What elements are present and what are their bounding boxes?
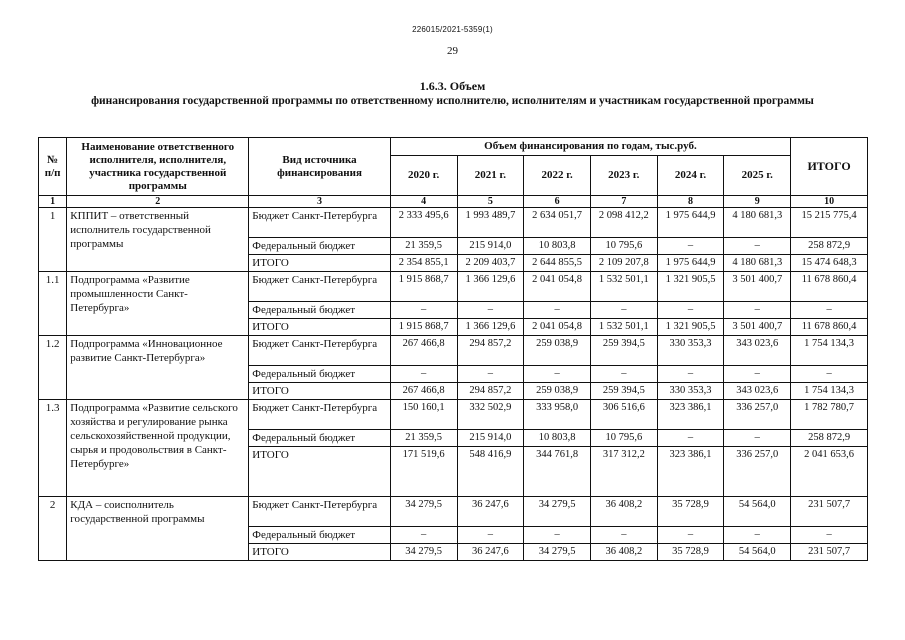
year-value: 36 408,2 [590,497,657,527]
column-index: 9 [724,196,791,208]
funding-source: Федеральный бюджет [249,430,391,447]
table-body [39,196,868,561]
year-value: – [657,430,724,447]
year-value: 2 209 403,7 [457,255,524,272]
year-value: 294 857,2 [457,336,524,366]
year-value: – [524,527,591,544]
header-total: ИТОГО [791,138,868,196]
year-value: – [590,527,657,544]
year-value: 10 795,6 [590,430,657,447]
year-value: – [457,366,524,383]
year-value: 333 958,0 [524,400,591,430]
total-value: – [791,302,868,319]
year-value: 215 914,0 [457,238,524,255]
header-source: Вид источника финансирования [249,138,391,196]
header-volume: Объем финансирования по годам, тыс.руб. [390,138,790,156]
column-index: 2 [67,196,249,208]
year-value: 10 803,8 [524,238,591,255]
year-value: 343 023,6 [724,383,791,400]
year-value: 3 501 400,7 [724,319,791,336]
program-name: Подпрограмма «Инновационное развитие Санкт-Петербурга» [67,336,249,400]
year-value: 36 247,6 [457,497,524,527]
table-row [39,336,868,366]
year-value: 35 728,9 [657,544,724,561]
funding-source: Бюджет Санкт-Петербурга [249,336,391,366]
funding-source: Федеральный бюджет [249,302,391,319]
year-value: 323 386,1 [657,400,724,430]
year-value: 2 634 051,7 [524,208,591,238]
year-value: – [390,366,457,383]
column-index: 8 [657,196,724,208]
year-value: 21 359,5 [390,430,457,447]
total-value: 1 782 780,7 [791,400,868,430]
year-value: 54 564,0 [724,544,791,561]
year-value: – [390,302,457,319]
year-value: 34 279,5 [524,544,591,561]
row-number: 1.1 [39,272,67,336]
header-number: № п/п [39,138,67,196]
year-value: 34 279,5 [390,497,457,527]
header-year-2023: 2023 г. [590,156,657,196]
funding-source: ИТОГО [249,319,391,336]
year-value: 4 180 681,3 [724,255,791,272]
column-index: 7 [590,196,657,208]
funding-source: Федеральный бюджет [249,238,391,255]
program-name: Подпрограмма «Развитие промышленности Санкт-Петербурга» [67,272,249,336]
section-subtitle: финансирования государственной программы по ответственному исполнителю, исполнителям и участникам государственной программы [91,95,814,107]
total-value: 1 754 134,3 [791,336,868,366]
year-value: 259 038,9 [524,383,591,400]
year-value: 2 098 412,2 [590,208,657,238]
year-value: 317 312,2 [590,447,657,497]
total-value: – [791,366,868,383]
year-value: 2 041 054,8 [524,272,591,302]
year-value: 171 519,6 [390,447,457,497]
total-value: 11 678 860,4 [791,319,868,336]
header-year-2022: 2022 г. [524,156,591,196]
year-value: – [724,366,791,383]
year-value: 330 353,3 [657,383,724,400]
year-value: – [657,366,724,383]
funding-source: Бюджет Санкт-Петербурга [249,497,391,527]
year-value: 36 247,6 [457,544,524,561]
year-value: 4 180 681,3 [724,208,791,238]
table-row [39,400,868,430]
funding-source: Бюджет Санкт-Петербурга [249,272,391,302]
funding-source: Бюджет Санкт-Петербурга [249,208,391,238]
year-value: 267 466,8 [390,336,457,366]
year-value: 259 394,5 [590,383,657,400]
year-value: 10 803,8 [524,430,591,447]
year-value: 1 321 905,5 [657,272,724,302]
row-number: 1.3 [39,400,67,497]
page-number: 29 [447,45,458,57]
total-value: 15 474 648,3 [791,255,868,272]
year-value: 294 857,2 [457,383,524,400]
program-name: КДА – соисполнитель государственной программы [67,497,249,561]
financing-table [38,137,868,561]
year-value: – [657,527,724,544]
year-value: 1 366 129,6 [457,319,524,336]
year-value: 35 728,9 [657,497,724,527]
year-value: 306 516,6 [590,400,657,430]
year-value: 1 975 644,9 [657,255,724,272]
year-value: 2 354 855,1 [390,255,457,272]
year-value: 343 023,6 [724,336,791,366]
year-value: 36 408,2 [590,544,657,561]
year-value: 323 386,1 [657,447,724,497]
total-value: 231 507,7 [791,544,868,561]
year-value: – [457,302,524,319]
year-value: 548 416,9 [457,447,524,497]
year-value: 215 914,0 [457,430,524,447]
row-number: 1.2 [39,336,67,400]
year-value: 1 993 489,7 [457,208,524,238]
year-value: 34 279,5 [390,544,457,561]
total-value: – [791,527,868,544]
year-value: – [590,302,657,319]
year-value: 267 466,8 [390,383,457,400]
year-value: – [657,238,724,255]
year-value: 21 359,5 [390,238,457,255]
column-index: 4 [390,196,457,208]
year-value: 336 257,0 [724,447,791,497]
program-name: КППИТ – ответственный исполнитель государственной программы [67,208,249,272]
year-value: 34 279,5 [524,497,591,527]
year-value: 1 532 501,1 [590,272,657,302]
year-value: – [724,527,791,544]
year-value: 336 257,0 [724,400,791,430]
column-index-row [39,196,868,208]
year-value: 1 532 501,1 [590,319,657,336]
header-year-2025: 2025 г. [724,156,791,196]
header-name: Наименование ответственного исполнителя, исполнителя, участника государственной программы [67,138,249,196]
header-year-2024: 2024 г. [657,156,724,196]
funding-source: Бюджет Санкт-Петербурга [249,400,391,430]
header-year-2021: 2021 г. [457,156,524,196]
column-index: 1 [39,196,67,208]
year-value: 2 644 855,5 [524,255,591,272]
table-header [39,138,868,196]
year-value: 330 353,3 [657,336,724,366]
year-value: 54 564,0 [724,497,791,527]
table-row [39,208,868,238]
funding-source: ИТОГО [249,447,391,497]
year-value: 332 502,9 [457,400,524,430]
year-value: – [457,527,524,544]
year-value: – [524,366,591,383]
year-value: 1 366 129,6 [457,272,524,302]
column-index: 5 [457,196,524,208]
year-value: 259 394,5 [590,336,657,366]
year-value: 10 795,6 [590,238,657,255]
year-value: – [724,302,791,319]
year-value: 2 041 054,8 [524,319,591,336]
row-number: 1 [39,208,67,272]
funding-source: ИТОГО [249,383,391,400]
funding-source: Федеральный бюджет [249,366,391,383]
section-title: 1.6.3. Объем [419,79,486,93]
funding-source: Федеральный бюджет [249,527,391,544]
year-value: – [390,527,457,544]
total-value: 15 215 775,4 [791,208,868,238]
total-value: 1 754 134,3 [791,383,868,400]
total-value: 231 507,7 [791,497,868,527]
year-value: 1 321 905,5 [657,319,724,336]
year-value: 3 501 400,7 [724,272,791,302]
program-name: Подпрограмма «Развитие сельского хозяйства и регулирование рынка сельскохозяйственной продукции, сырья и продовольствия в Санкт-Петербурге» [67,400,249,497]
funding-source: ИТОГО [249,255,391,272]
header-year-2020: 2020 г. [390,156,457,196]
year-value: 1 975 644,9 [657,208,724,238]
year-value: 2 333 495,6 [390,208,457,238]
year-value: 259 038,9 [524,336,591,366]
year-value: – [657,302,724,319]
document-stamp: 226015/2021-5359(1) [412,25,493,34]
year-value: – [724,430,791,447]
year-value: 1 915 868,7 [390,272,457,302]
table-row [39,497,868,527]
total-value: 258 872,9 [791,238,868,255]
funding-source: ИТОГО [249,544,391,561]
year-value: 150 160,1 [390,400,457,430]
column-index: 10 [791,196,868,208]
year-value: 1 915 868,7 [390,319,457,336]
year-value: 2 109 207,8 [590,255,657,272]
year-value: – [724,238,791,255]
row-number: 2 [39,497,67,561]
year-value: – [524,302,591,319]
year-value: – [590,366,657,383]
total-value: 2 041 653,6 [791,447,868,497]
table-row [39,272,868,302]
total-value: 11 678 860,4 [791,272,868,302]
year-value: 344 761,8 [524,447,591,497]
total-value: 258 872,9 [791,430,868,447]
column-index: 6 [524,196,591,208]
column-index: 3 [249,196,391,208]
